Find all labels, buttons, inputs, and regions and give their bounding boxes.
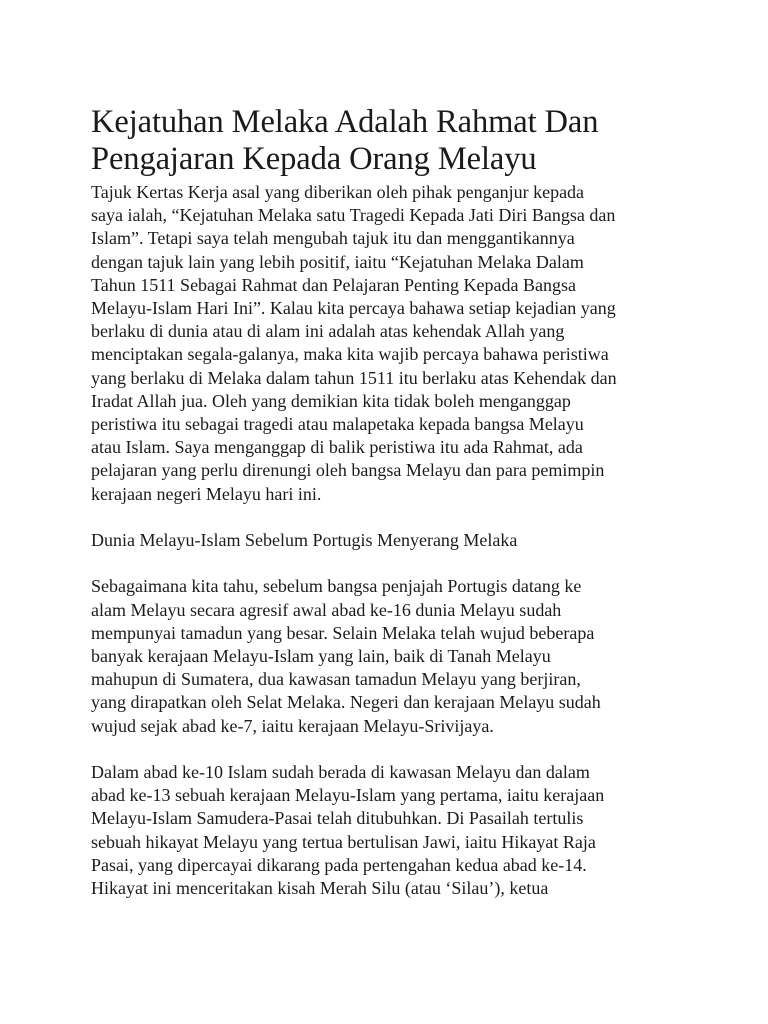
text-line: atau Islam. Saya menganggap di balik peristiwa itu ada Rahmat, ada: [91, 437, 583, 458]
section-heading: [91, 529, 691, 552]
document-page: [91, 104, 691, 900]
text-line: menciptakan segala-galanya, maka kita wajib percaya bahawa peristiwa: [91, 344, 609, 365]
title-line: Pengajaran Kepada Orang Melayu: [91, 141, 537, 177]
text-line: Iradat Allah jua. Oleh yang demikian kita tidak boleh menganggap: [91, 390, 571, 411]
text-line: Dunia Melayu-Islam Sebelum Portugis Menyerang Melaka: [91, 530, 518, 551]
text-line: alam Melayu secara agresif awal abad ke-16 dunia Melayu sudah: [91, 599, 562, 620]
text-line: berlaku di dunia atau di alam ini adalah atas kehendak Allah yang: [91, 321, 565, 342]
paragraph-body: [91, 761, 691, 900]
text-line: wujud sejak abad ke-7, iaitu kerajaan Melayu-Srivijaya.: [91, 715, 494, 736]
text-line: Sebagaimana kita tahu, sebelum bangsa penjajah Portugis datang ke: [91, 576, 582, 597]
paragraph-spacer: [91, 552, 691, 575]
text-line: yang dirapatkan oleh Selat Melaka. Negeri dan kerajaan Melayu sudah: [91, 692, 601, 713]
paragraph-body: [91, 575, 691, 737]
text-line: dengan tajuk lain yang lebih positif, iaitu “Kejatuhan Melaka Dalam: [91, 251, 584, 272]
title-line: Kejatuhan Melaka Adalah Rahmat Dan: [91, 104, 599, 140]
text-line: sebuah hikayat Melayu yang tertua bertulisan Jawi, iaitu Hikayat Raja: [91, 831, 596, 852]
text-line: peristiwa itu sebagai tragedi atau malapetaka kepada bangsa Melayu: [91, 414, 584, 435]
text-line: Pasai, yang dipercayai dikarang pada pertengahan kedua abad ke-14.: [91, 854, 587, 875]
document-title: [91, 104, 691, 178]
text-line: Islam”. Tetapi saya telah mengubah tajuk itu dan menggantikannya: [91, 228, 575, 249]
paragraph-intro: [91, 181, 691, 506]
text-line: Dalam abad ke-10 Islam sudah berada di kawasan Melayu dan dalam: [91, 762, 590, 783]
text-line: pelajaran yang perlu direnungi oleh bangsa Melayu dan para pemimpin: [91, 460, 605, 481]
text-line: Tahun 1511 Sebagai Rahmat dan Pelajaran Penting Kepada Bangsa: [91, 274, 576, 295]
text-line: yang berlaku di Melaka dalam tahun 1511 itu berlaku atas Kehendak dan: [91, 367, 617, 388]
text-line: abad ke-13 sebuah kerajaan Melayu-Islam yang pertama, iaitu kerajaan: [91, 785, 605, 806]
text-line: mahupun di Sumatera, dua kawasan tamadun Melayu yang berjiran,: [91, 669, 581, 690]
text-line: Melayu-Islam Hari Ini”. Kalau kita percaya bahawa setiap kejadian yang: [91, 298, 616, 319]
text-line: kerajaan negeri Melayu hari ini.: [91, 483, 322, 504]
text-line: banyak kerajaan Melayu-Islam yang lain, baik di Tanah Melayu: [91, 646, 551, 667]
text-line: mempunyai tamadun yang besar. Selain Melaka telah wujud beberapa: [91, 622, 595, 643]
text-line: saya ialah, “Kejatuhan Melaka satu Tragedi Kepada Jati Diri Bangsa dan: [91, 205, 616, 226]
text-line: Melayu-Islam Samudera-Pasai telah ditubuhkan. Di Pasailah tertulis: [91, 808, 584, 829]
paragraph-spacer: [91, 738, 691, 761]
paragraph-spacer: [91, 506, 691, 529]
text-line: Tajuk Kertas Kerja asal yang diberikan oleh pihak penganjur kepada: [91, 182, 585, 202]
text-line: Hikayat ini menceritakan kisah Merah Silu (atau ‘Silau’), ketua: [91, 878, 549, 899]
